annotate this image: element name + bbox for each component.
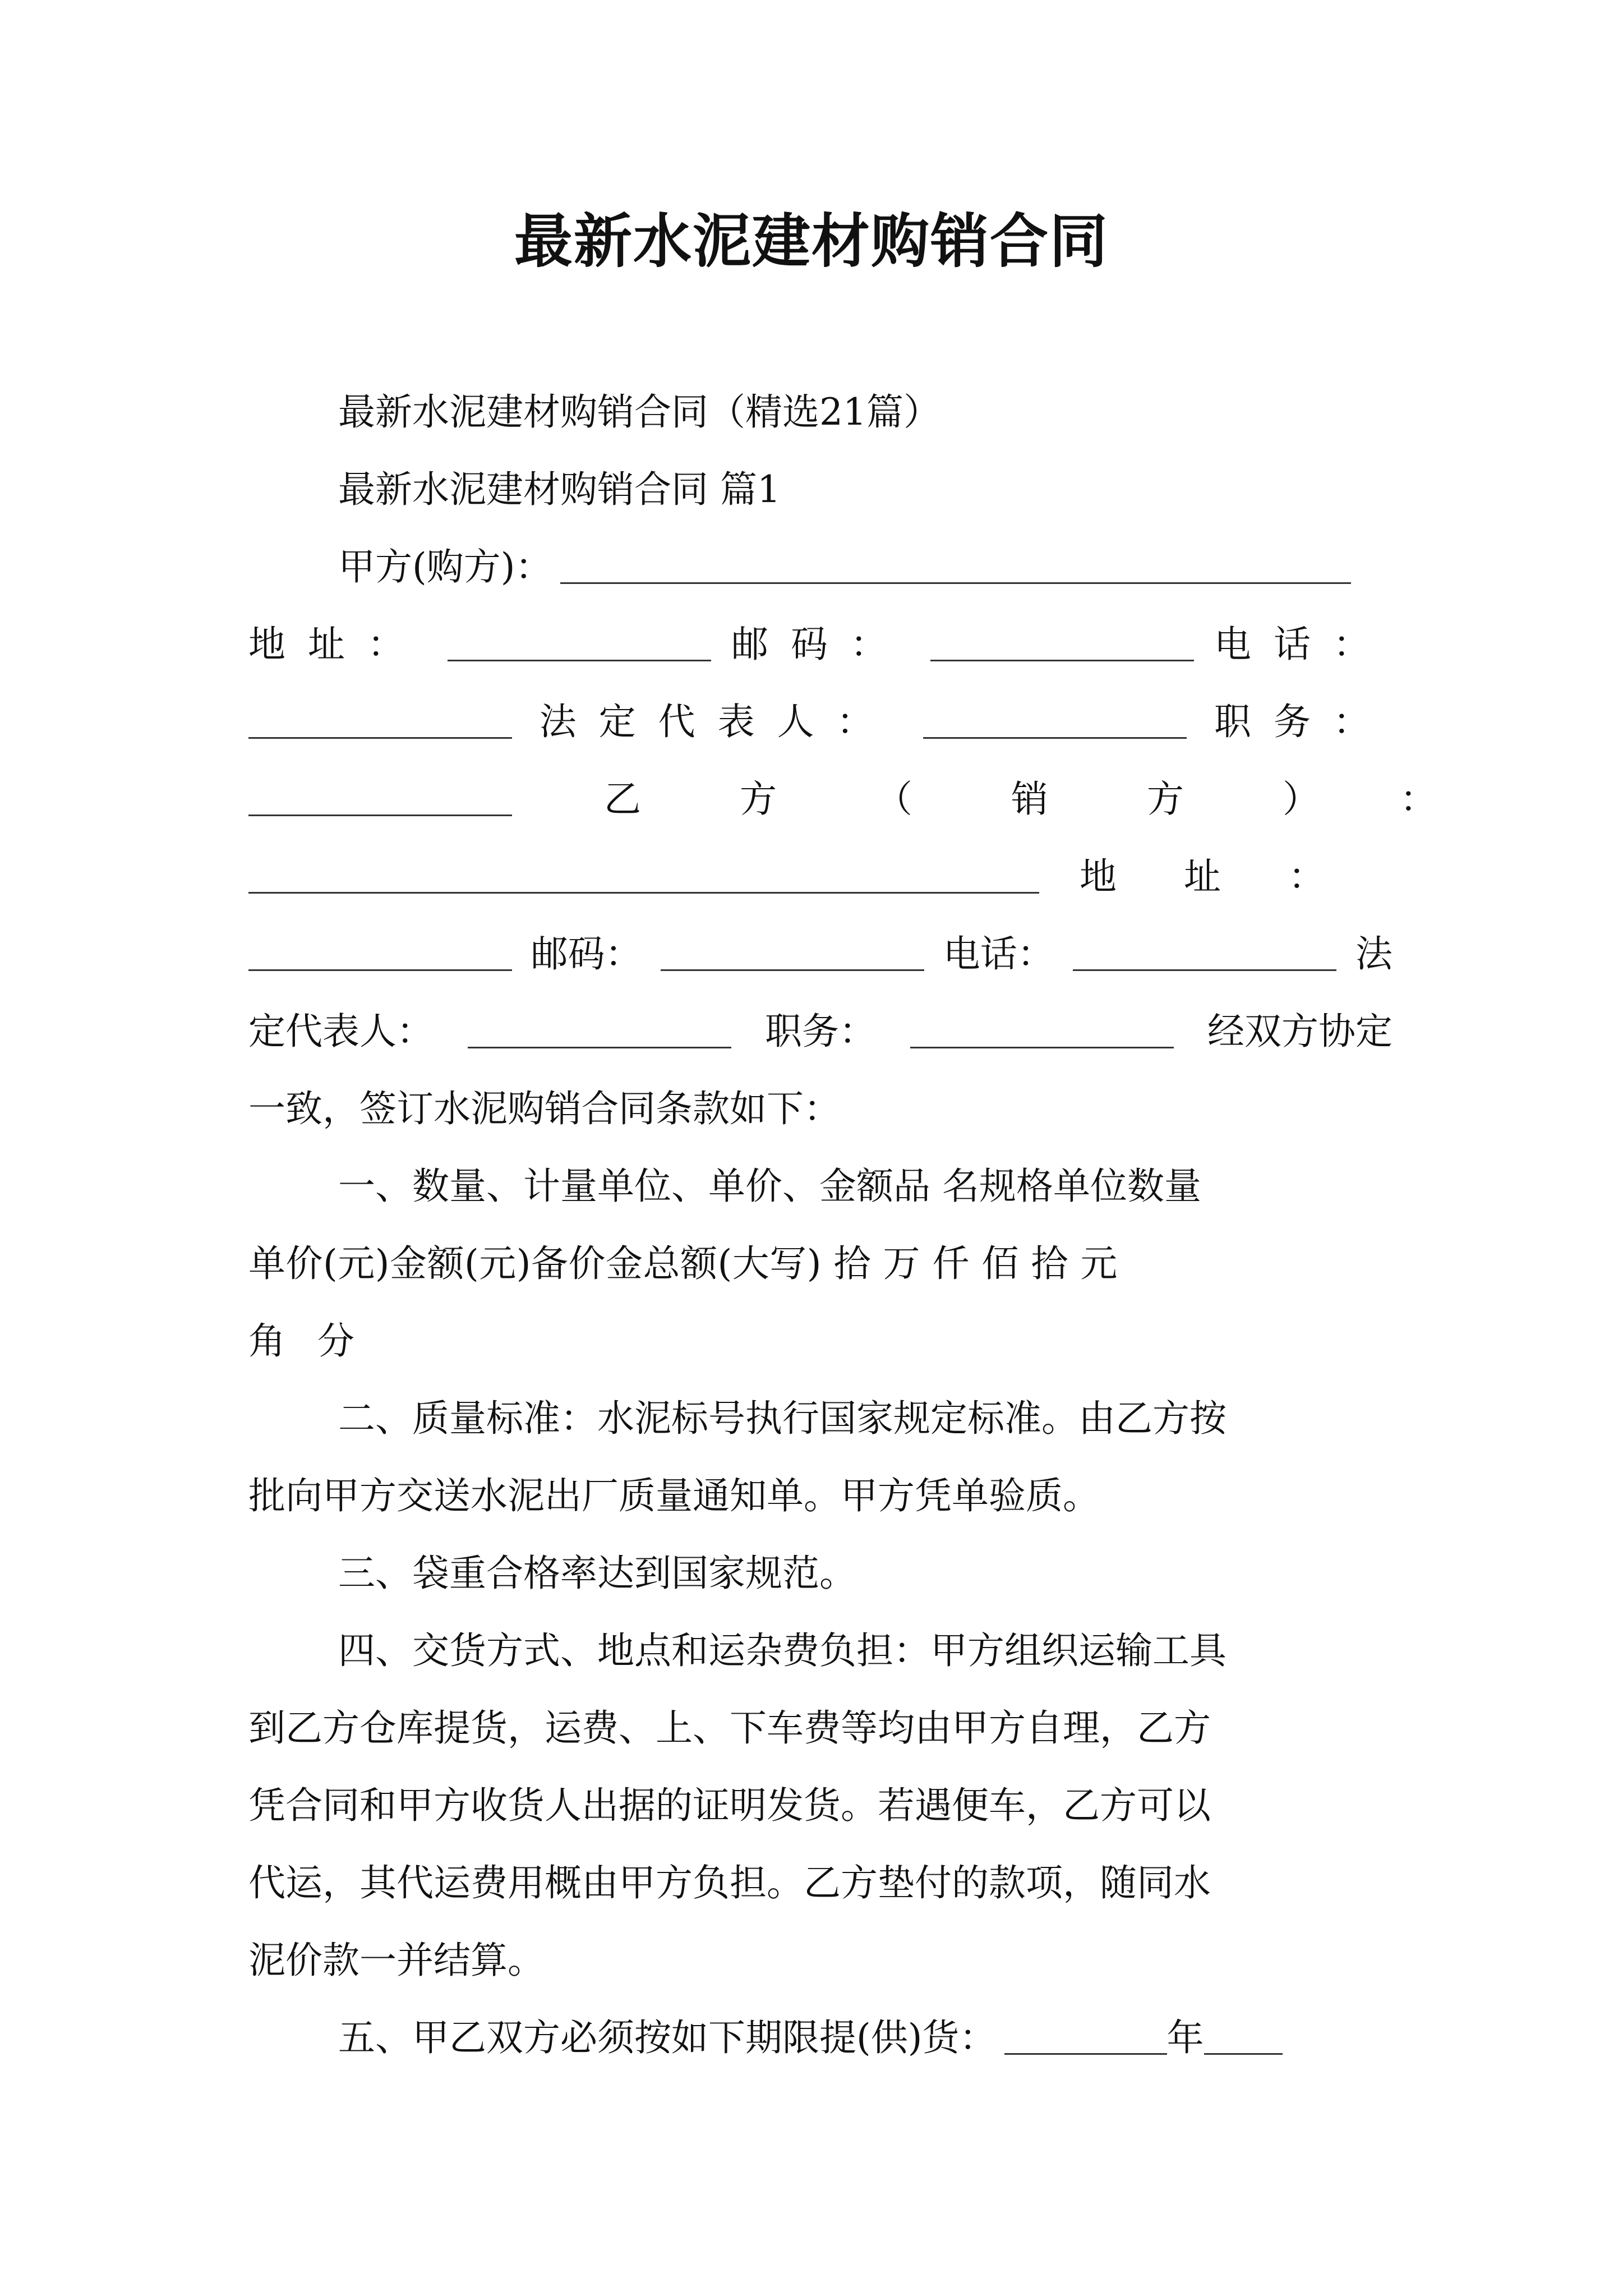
clause-5-year-blank[interactable] — [1004, 2022, 1167, 2055]
clause-5-year-label: 年 — [1166, 2016, 1204, 2059]
clause-4-line-4 — [248, 1858, 1393, 1908]
party-a-address-blank[interactable] — [448, 628, 711, 661]
clause-2-line-2 — [248, 1471, 1393, 1521]
clause-4-text-4: 代运，其代运费用概由甲方负担。乙方垫付的款项，随同水 — [248, 1861, 1211, 1904]
party-a-phone-blank[interactable] — [248, 706, 512, 739]
party-b-rep-blank[interactable] — [468, 1015, 731, 1048]
party-b-address-blank[interactable] — [248, 938, 512, 971]
clause-5-line-1 — [248, 2013, 1482, 2063]
party-b-name-blank[interactable] — [248, 861, 1039, 894]
clause-4-line-5 — [248, 1935, 1393, 1986]
subtitle-line — [248, 387, 1482, 438]
clause-4-line-3 — [248, 1780, 1393, 1831]
party-a-rep-blank[interactable] — [923, 706, 1187, 739]
party-b-rep-label-part2: 定代表人： — [248, 1010, 434, 1053]
clause-3-text-1: 三、袋重合格率达到国家规范。 — [338, 1552, 856, 1595]
agreement-text-part1: 经双方协定 — [1207, 1010, 1393, 1053]
clause-1-line-3 — [248, 1316, 1393, 1366]
clause-1-line-1 — [248, 1161, 1482, 1212]
party-b-address-label: 地址： — [1080, 855, 1393, 898]
clause-5-month-blank[interactable] — [1204, 2022, 1283, 2055]
document-subtitle: 最新水泥建材购销合同（精选21篇） — [338, 390, 940, 434]
clause-4-text-2: 到乙方仓库提货，运费、上、下车费等均由甲方自理，乙方 — [248, 1706, 1211, 1750]
section-heading: 最新水泥建材购销合同 篇1 — [338, 468, 781, 511]
party-a-line — [248, 542, 1482, 592]
clause-1-text-2: 单价(元)金额(元)备价金总额(大写) 拾 万 仟 佰 拾 元 — [248, 1242, 1118, 1285]
party-b-line — [248, 774, 1536, 825]
clause-1-text-3: 角 分 — [248, 1319, 365, 1363]
party-b-position-blank[interactable] — [910, 1015, 1174, 1048]
party-b-contact-line — [248, 929, 1393, 979]
clause-2-text-1: 二、质量标准：水泥标号执行国家规定标准。由乙方按 — [338, 1397, 1227, 1440]
party-a-position-blank[interactable] — [248, 783, 512, 816]
party-b-rep-label-part1: 法 — [1355, 932, 1393, 976]
party-b-address-line — [248, 852, 1393, 902]
party-a-rep-line — [248, 697, 1393, 747]
clause-3-line-1 — [248, 1548, 1482, 1599]
party-b-position-label: 职务： — [765, 1010, 876, 1053]
party-b-postcode-label: 邮码： — [531, 932, 642, 976]
party-a-postcode-label: 邮码： — [731, 623, 910, 666]
clause-4-line-2 — [248, 1703, 1393, 1754]
clause-1-text-1: 一、数量、计量单位、单价、金额品 名规格单位数量 — [338, 1165, 1201, 1208]
clause-4-text-3: 凭合同和甲方收货人出据的证明发货。若遇便车，乙方可以 — [248, 1784, 1211, 1827]
party-a-rep-label: 法定代表人： — [539, 700, 896, 743]
party-b-phone-blank[interactable] — [1073, 938, 1336, 971]
party-a-position-label: 职务： — [1214, 700, 1393, 743]
party-b-phone-label: 电话： — [943, 932, 1054, 976]
party-a-label: 甲方(购方)： — [338, 545, 552, 588]
agreement-line — [248, 1084, 1393, 1134]
party-b-postcode-blank[interactable] — [661, 938, 924, 971]
party-a-name-blank[interactable] — [560, 551, 1351, 584]
clause-2-line-1 — [248, 1393, 1482, 1444]
clause-4-text-1: 四、交货方式、地点和运杂费负担：甲方组织运输工具 — [338, 1629, 1227, 1672]
clause-1-line-2 — [248, 1239, 1393, 1289]
party-a-postcode-blank[interactable] — [930, 628, 1194, 661]
document-title: 最新水泥建材购销合同 — [514, 207, 1109, 275]
clause-2-text-2: 批向甲方交送水泥出厂质量通知单。甲方凭单验质。 — [248, 1474, 1100, 1517]
section-heading-line — [248, 464, 1482, 515]
party-b-label: 乙方（销方）： — [604, 777, 1536, 821]
party-b-rep-line — [248, 1006, 1393, 1057]
party-a-contact-line — [248, 619, 1393, 670]
party-a-phone-label: 电话： — [1214, 623, 1393, 666]
clause-4-line-1 — [248, 1626, 1482, 1676]
clause-5-text-1: 五、甲乙双方必须按如下期限提(供)货： — [338, 2016, 997, 2059]
clause-4-text-5: 泥价款一并结算。 — [248, 1939, 545, 1982]
party-a-address-label: 地址： — [248, 623, 427, 666]
agreement-text-part2: 一致，签订水泥购销合同条款如下： — [248, 1087, 841, 1130]
